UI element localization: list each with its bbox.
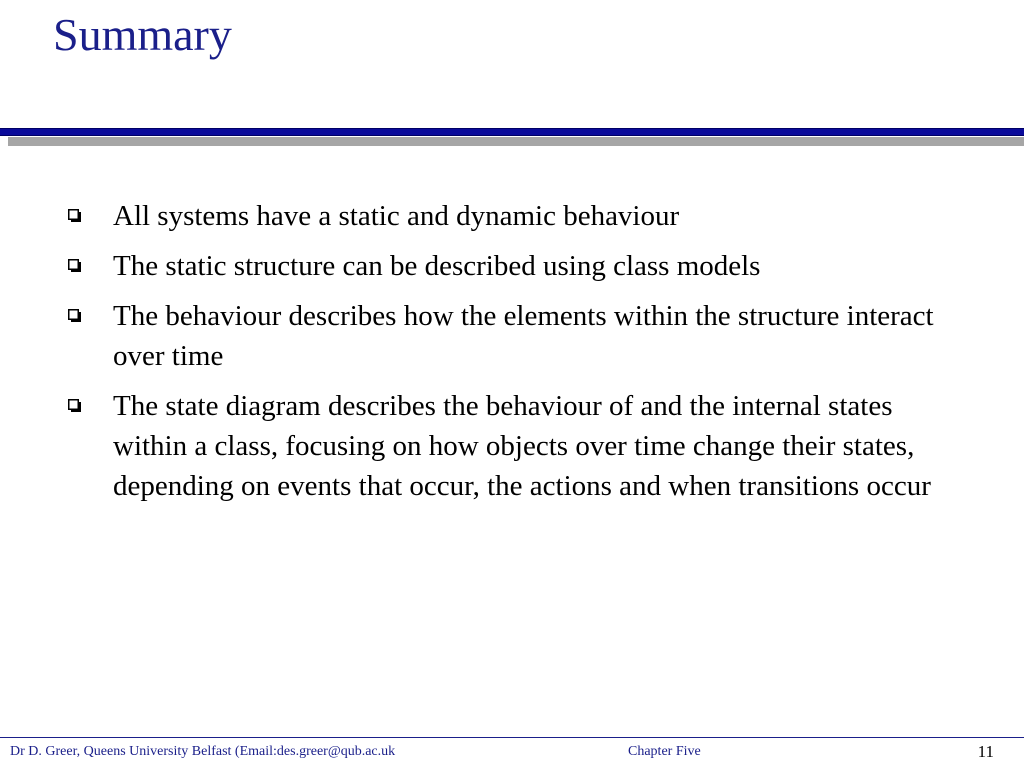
footer-author: Dr D. Greer, Queens University Belfast (Email:des.greer@qub.ac.uk <box>10 744 396 759</box>
hollow-square-icon <box>68 309 81 322</box>
list-item <box>68 246 968 286</box>
footer-chapter: Chapter Five <box>628 744 701 759</box>
hollow-square-icon <box>68 399 81 412</box>
title-divider-shadow <box>8 137 1024 146</box>
list-item <box>68 296 968 376</box>
bullet-text: The state diagram describes the behaviour of and the internal states within a class, focusing on how objects over time change their states, depending on events that occur, the actions and when transitions occur <box>113 390 931 502</box>
bullet-text: The static structure can be described using class models <box>113 250 761 282</box>
bullet-text: All systems have a static and dynamic behaviour <box>113 200 680 232</box>
list-item <box>68 196 968 236</box>
slide-title: Summary <box>53 9 232 60</box>
page-number: 11 <box>977 742 994 761</box>
hollow-square-icon <box>68 209 81 222</box>
bullet-text: The behaviour describes how the elements within the structure interact over time <box>113 300 934 372</box>
hollow-square-icon <box>68 259 81 272</box>
footer-divider <box>0 737 1024 738</box>
list-item <box>68 386 968 506</box>
bullet-list <box>68 196 968 516</box>
title-divider <box>0 128 1024 136</box>
